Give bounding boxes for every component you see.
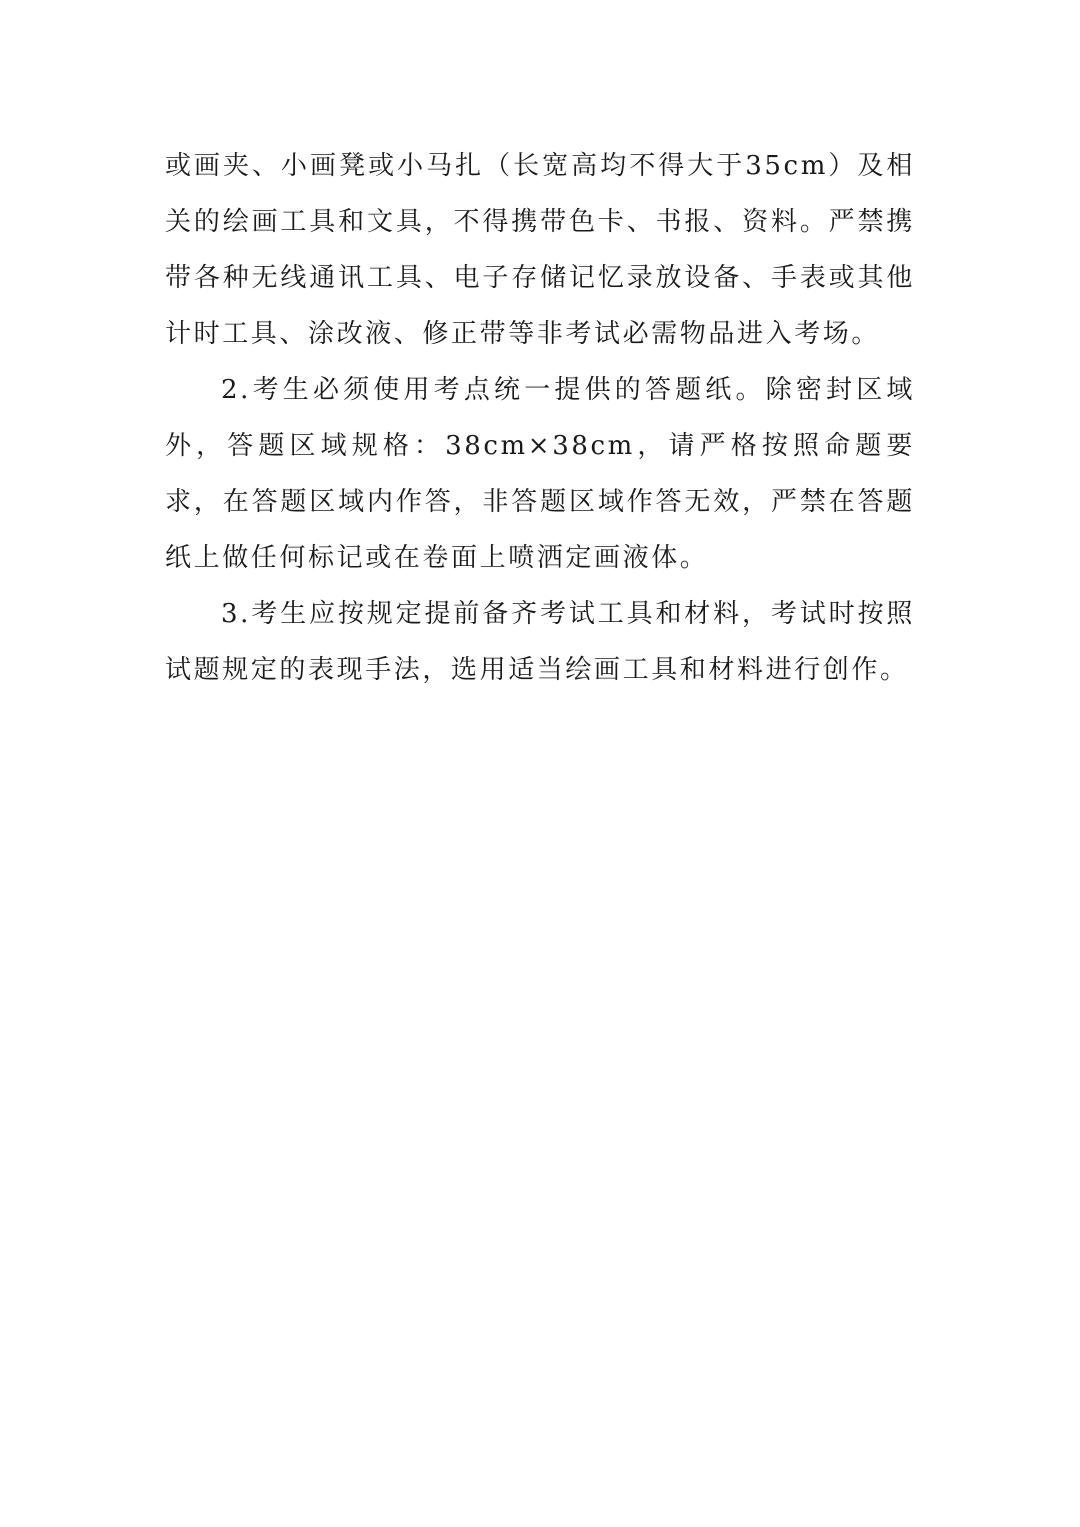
- document-body: [165, 138, 915, 698]
- paragraph-item-2: 2.考生必须使用考点统一提供的答题纸。除密封区域外，答题区域规格：38cm×38cm，请严格按照命题要求，在答题区域内作答，非答题区域作答无效，严禁在答题纸上做任何标记或在卷面上喷洒定画液体。: [165, 375, 915, 573]
- paragraph-item-3: 3.考生应按规定提前备齐考试工具和材料，考试时按照试题规定的表现手法，选用适当绘画工具和材料进行创作。: [165, 599, 915, 685]
- paragraph-continuation: 或画夹、小画凳或小马扎（长宽高均不得大于35cm）及相关的绘画工具和文具，不得携带色卡、书报、资料。严禁携带各种无线通讯工具、电子存储记忆录放设备、手表或其他计时工具、涂改液、修正带等非考试必需物品进入考场。: [165, 151, 915, 349]
